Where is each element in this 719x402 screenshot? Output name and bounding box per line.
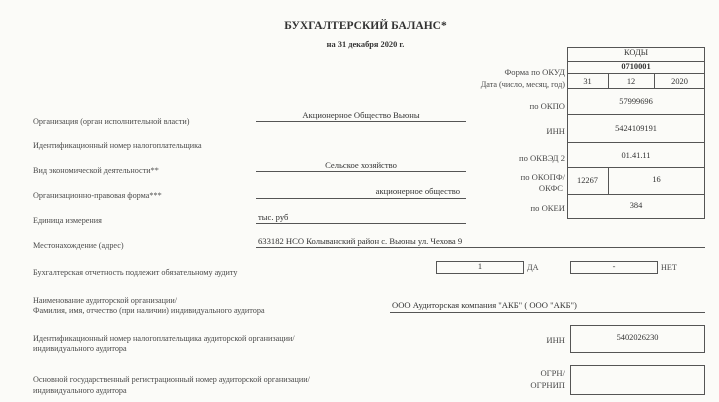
okud-value: 0710001	[621, 62, 651, 71]
audit-label: Бухгалтерская отчетность подлежит обязательному аудиту	[33, 268, 238, 277]
date-year: 2020	[671, 77, 688, 86]
codes-header: КОДЫ	[623, 48, 649, 57]
page-subtitle: на 31 декабря 2020 г.	[326, 40, 405, 49]
okud-label: Форма по ОКУД	[504, 67, 565, 77]
okved-label: по ОКВЭД 2	[519, 153, 565, 163]
okpo-label: по ОКПО	[529, 101, 565, 111]
okei-value: 384	[629, 201, 643, 210]
okei-label: по ОКЕИ	[530, 203, 565, 213]
audit-yes-value: 1	[477, 262, 483, 271]
auditor-inn-label-1: Идентификационный номер налогоплательщика аудиторской организации/	[33, 334, 295, 343]
address-label: Местонахождение (адрес)	[33, 241, 124, 250]
legal-form-value: акционерное общество	[375, 186, 460, 196]
auditor-name-value: ООО Аудиторская компания "АКБ" ( ООО "АКБ")	[392, 300, 577, 310]
auditor-ogrn-box	[570, 365, 705, 395]
address-underline	[256, 247, 705, 248]
auditor-name-label-2: Фамилия, имя, отчество (при наличии) индивидуального аудитора	[33, 306, 265, 315]
inn-label: Идентификационный номер налогоплательщика	[33, 141, 202, 150]
legal-form-label: Организационно-правовая форма***	[33, 191, 162, 200]
auditor-ogrn-code-label-1: ОГРН/	[540, 368, 565, 378]
unit-value: тыс. руб	[258, 212, 289, 222]
activity-label: Вид экономической деятельности**	[33, 166, 159, 175]
legal-form-underline	[256, 198, 466, 199]
audit-yes-label: ДА	[527, 263, 539, 272]
inn-code-value: 5424109191	[615, 124, 657, 133]
date-month: 12	[626, 77, 636, 86]
auditor-ogrn-label-2: индивидуального аудитора	[33, 386, 127, 395]
audit-no-value: -	[612, 262, 616, 271]
okved-value: 01.41.11	[621, 151, 651, 160]
okpo-value: 57999696	[619, 97, 653, 106]
auditor-inn-value: 5402026230	[616, 333, 659, 342]
okfs-value: 16	[652, 175, 661, 184]
date-label: Дата (число, месяц, год)	[480, 80, 565, 89]
address-value: 633182 НСО Колыванский район с. Вьюны ул. Чехова 9	[258, 236, 463, 246]
auditor-name-underline	[390, 312, 705, 313]
inn-code-label: ИНН	[546, 126, 565, 136]
okopf-label-1: по ОКОПФ/	[520, 172, 565, 182]
date-day: 31	[583, 77, 592, 86]
auditor-inn-label-2: индивидуального аудитора	[33, 344, 127, 353]
okopf-value: 12267	[577, 176, 598, 185]
org-label: Организация (орган исполнительной власти)	[33, 117, 190, 126]
auditor-ogrn-label-1: Основной государственный регистрационный номер аудиторской организации/	[33, 375, 310, 384]
unit-underline	[256, 223, 466, 224]
auditor-name-label-1: Наименование аудиторской организации/	[33, 296, 178, 305]
okopf-label-2: ОКФС	[538, 183, 563, 193]
org-underline	[256, 121, 466, 122]
activity-value: Сельское хозяйство	[325, 160, 397, 170]
audit-no-label: НЕТ	[661, 263, 677, 272]
page-title: БУХГАЛТЕРСКИЙ БАЛАНС*	[284, 20, 447, 32]
activity-underline	[256, 171, 466, 172]
auditor-inn-code-label: ИНН	[546, 335, 565, 345]
org-value: Акционерное Общество Вьюны	[302, 110, 420, 120]
unit-label: Единица измерения	[33, 216, 102, 225]
auditor-ogrn-code-label-2: ОГРНИП	[530, 380, 565, 390]
